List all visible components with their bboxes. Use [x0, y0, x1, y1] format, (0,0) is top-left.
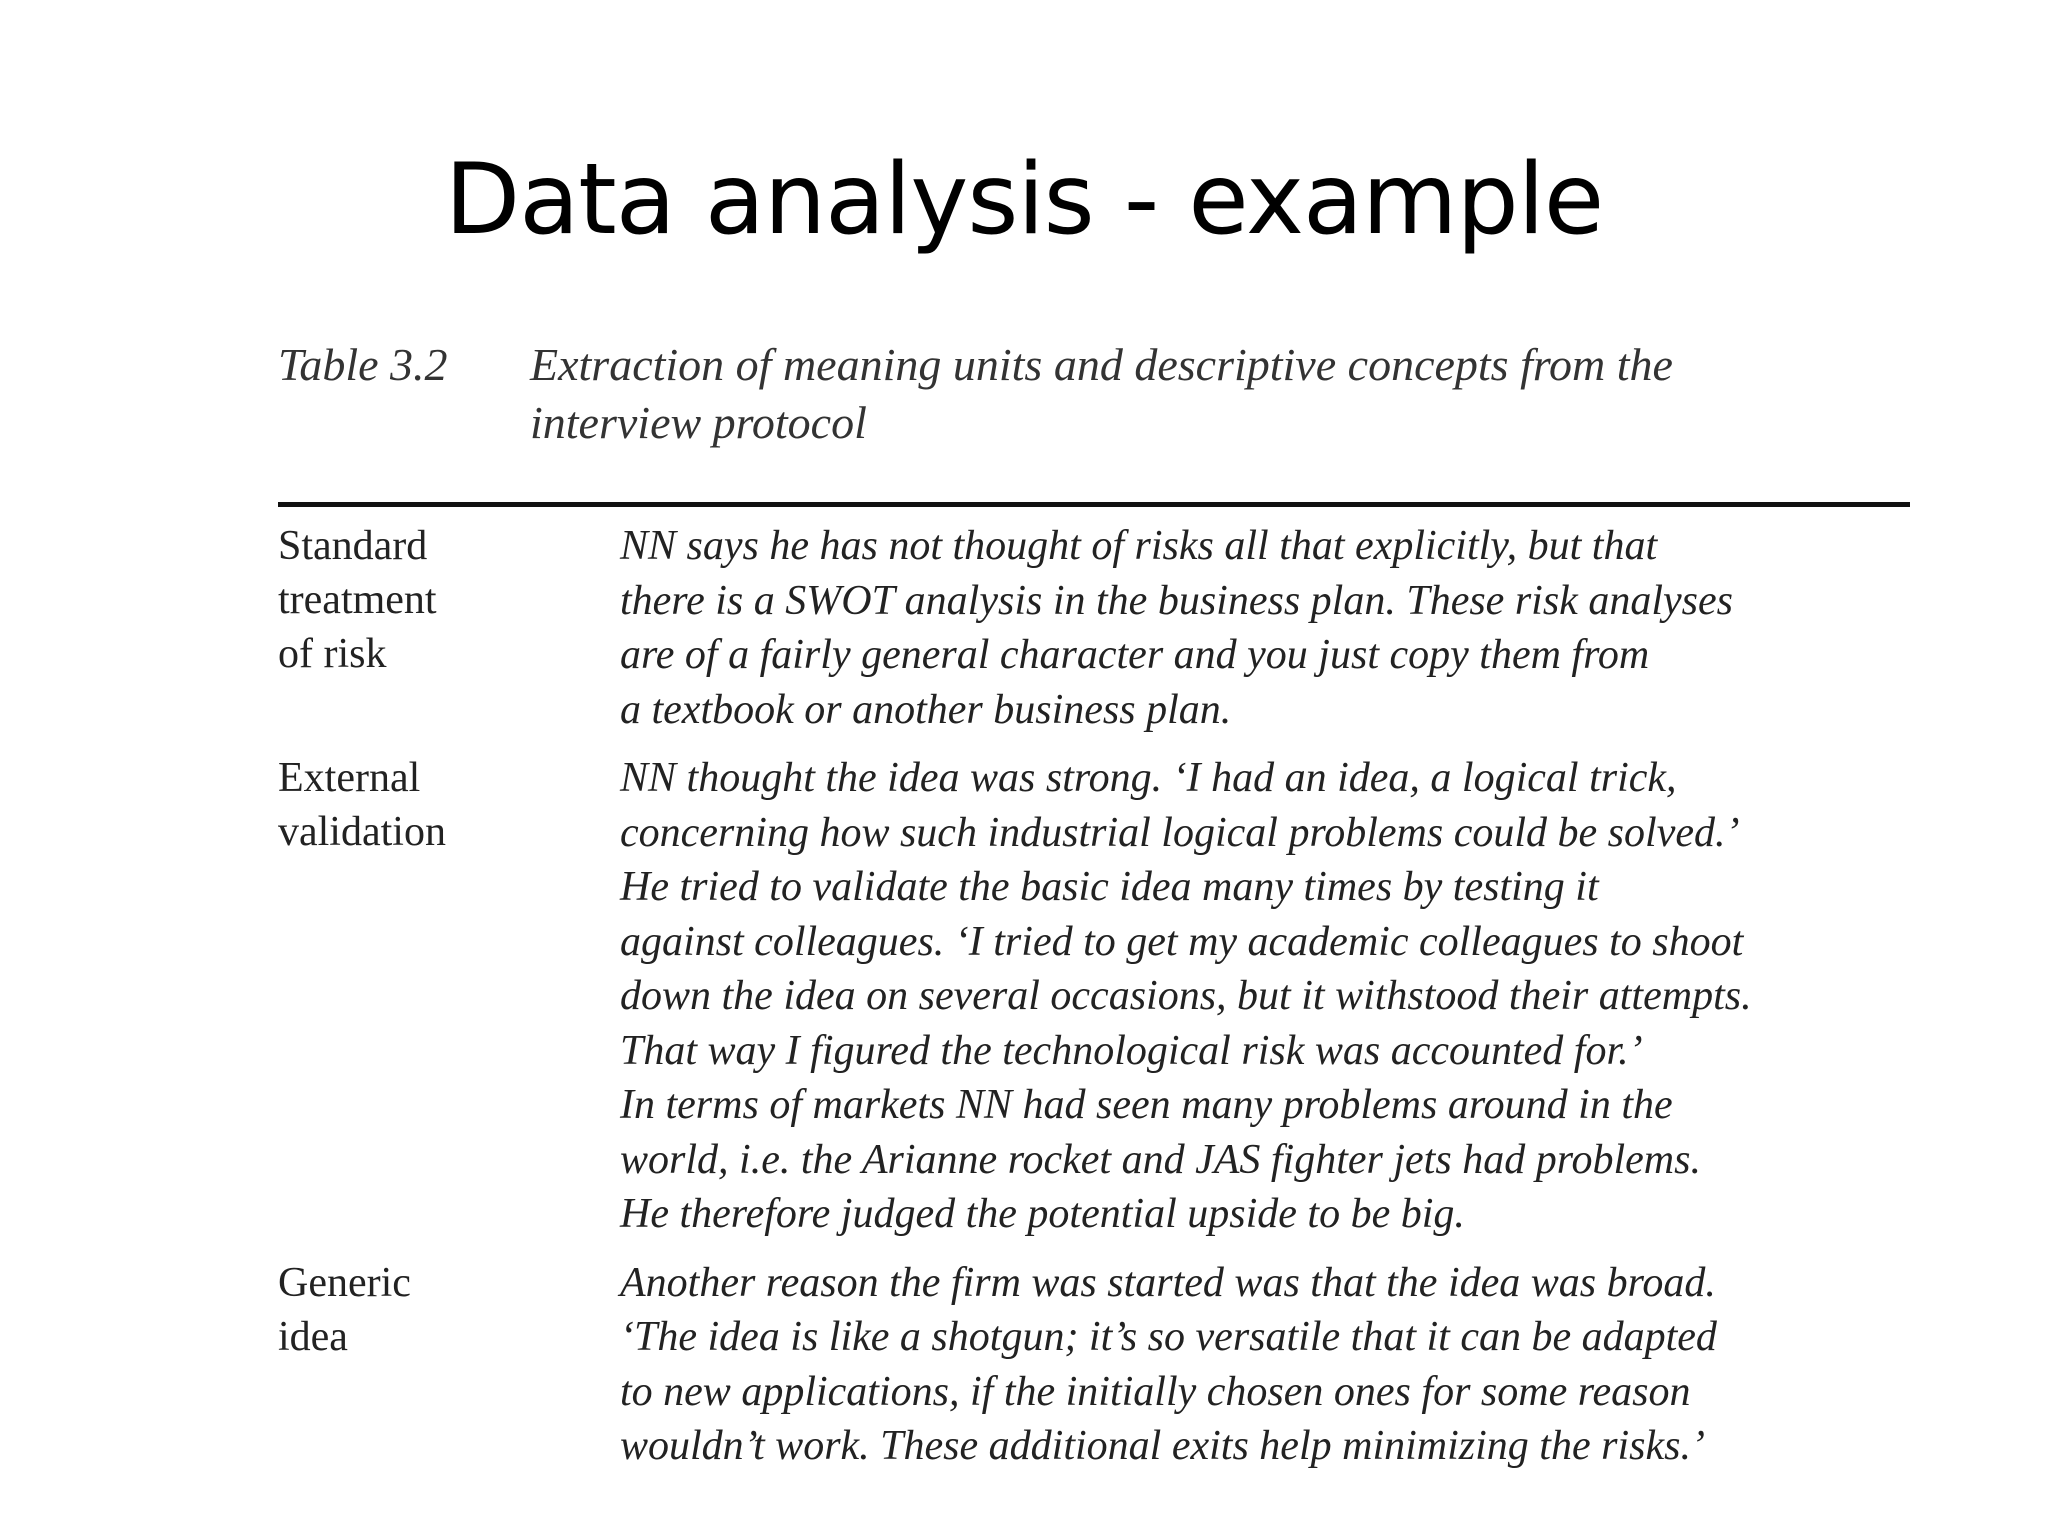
row-text-line: world, i.e. the Arianne rocket and JAS fighter jets had problems. — [620, 1136, 1701, 1183]
row-text — [620, 519, 1910, 737]
table-caption-label: Table 3.2 — [278, 339, 448, 390]
row-text-line: That way I figured the technological risk was accounted for.’ — [620, 1027, 1643, 1074]
row-label-line: Generic — [278, 1259, 411, 1306]
table-figure — [278, 336, 1910, 1488]
row-text-line: are of a fairly general character and you just copy them from — [620, 632, 1650, 678]
row-label-line: validation — [278, 809, 446, 855]
row-text-line: a textbook or another business plan. — [620, 686, 1232, 733]
caption-line: Extraction of meaning units and descriptive concepts from the — [530, 339, 1673, 390]
table-top-rule — [278, 502, 1910, 507]
row-text-line: NN says he has not thought of risks all that explicitly, but that — [620, 523, 1658, 569]
table-row-standard-treatment — [278, 519, 1910, 737]
row-label-line: treatment — [278, 577, 437, 623]
row-label-line: of risk — [278, 631, 387, 677]
row-text-line: there is a SWOT analysis in the business plan. These risk analyses — [620, 577, 1733, 624]
row-label — [278, 519, 620, 737]
row-text-line: He therefore judged the potential upside to be big. — [620, 1191, 1465, 1237]
table-row-external-validation — [278, 751, 1910, 1242]
table-body — [278, 519, 1910, 1474]
row-text-line: In terms of markets NN had seen many problems around in the — [620, 1082, 1673, 1128]
row-text-line: ‘The idea is like a shotgun; it’s so versatile that it can be adapted — [620, 1314, 1717, 1360]
row-text — [620, 1256, 1910, 1474]
row-text-line: Another reason the firm was started was that the idea was broad. — [620, 1259, 1716, 1306]
row-label-line: idea — [278, 1313, 348, 1360]
row-text-line: He tried to validate the basic idea many times by testing it — [620, 864, 1599, 910]
table-caption-text — [530, 336, 1910, 452]
row-text-line: down the idea on several occasions, but it withstood their attempts. — [620, 973, 1752, 1019]
row-text-line: NN thought the idea was strong. ‘I had an idea, a logical trick, — [620, 755, 1677, 801]
row-label-line: External — [278, 755, 421, 801]
row-text-line: concerning how such industrial logical problems could be solved.’ — [620, 809, 1740, 856]
row-label — [278, 1256, 620, 1474]
row-label — [278, 751, 620, 1242]
row-label-line: Standard — [278, 523, 428, 569]
table-row-generic-idea — [278, 1256, 1910, 1474]
row-text-line: wouldn’t work. These additional exits help minimizing the risks.’ — [620, 1423, 1705, 1469]
row-text-line: to new applications, if the initially chosen ones for some reason — [620, 1368, 1691, 1415]
slide-title: Data analysis - example — [444, 143, 1604, 257]
table-caption — [278, 336, 1910, 452]
row-text — [620, 751, 1910, 1242]
row-text-line: against colleagues. ‘I tried to get my academic colleagues to shoot — [620, 918, 1744, 965]
caption-line: interview protocol — [530, 397, 867, 448]
